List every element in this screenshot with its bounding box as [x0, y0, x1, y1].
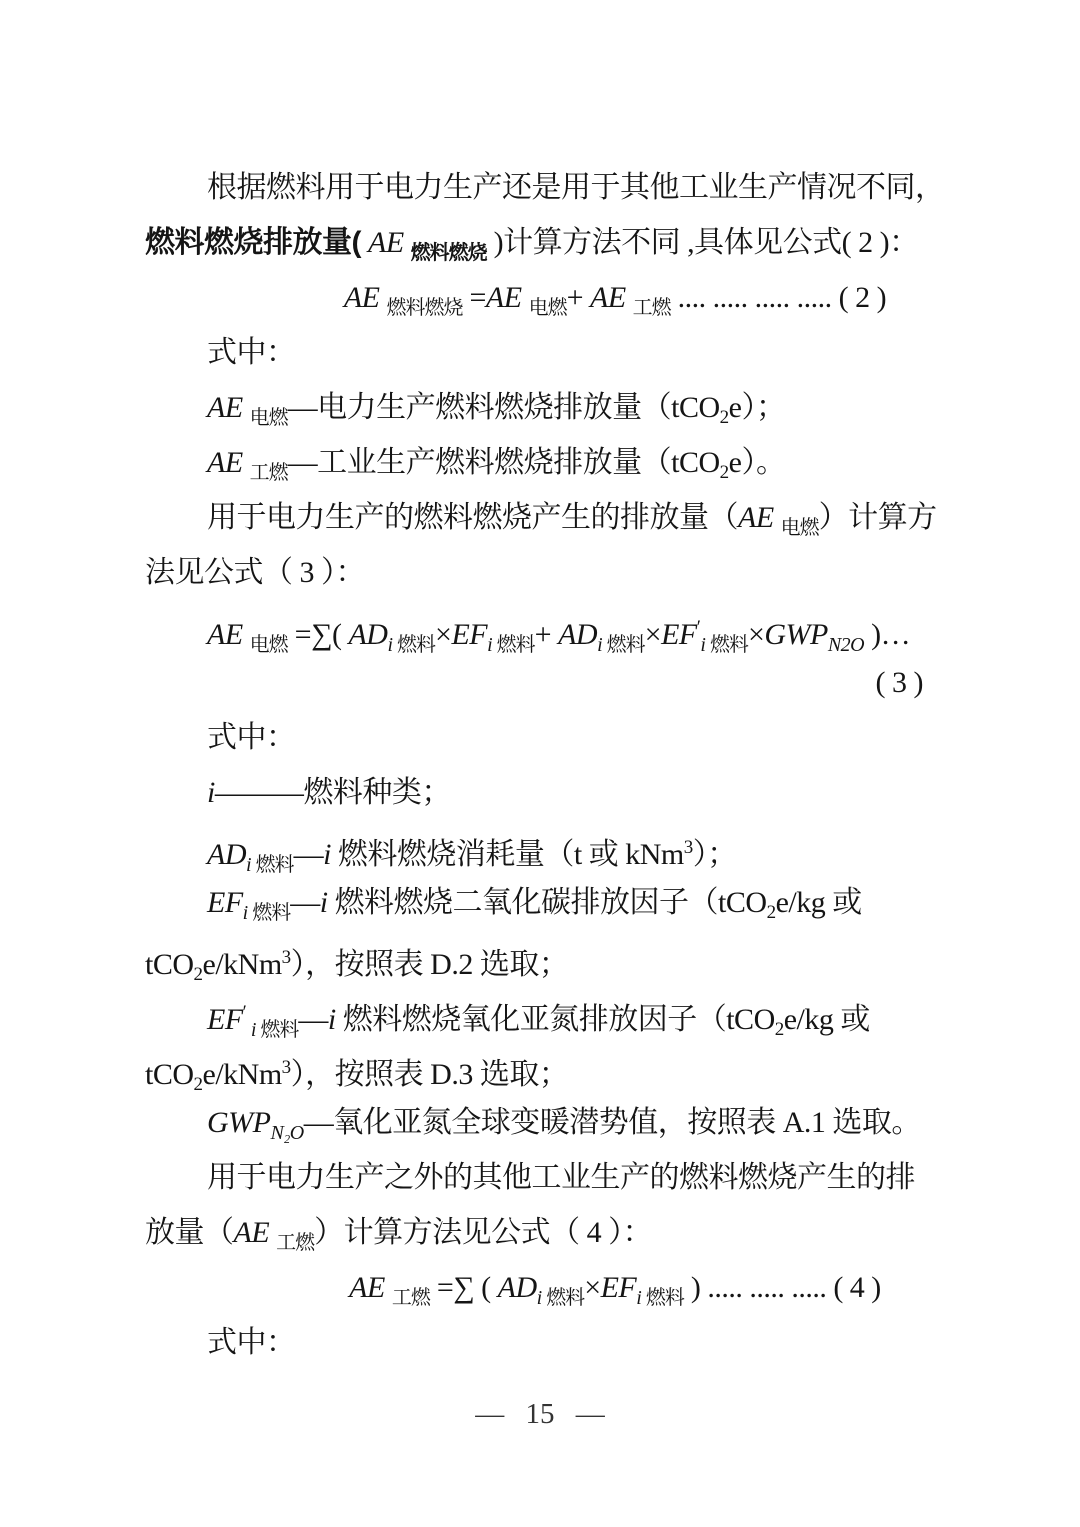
- para3-line2: 放量（AE $_{工燃}$）计算方法见公式（ 4 ）：: [145, 1216, 653, 1254]
- def-ad: $AD_i$ $_{燃料}$—i 燃料燃烧消耗量（t 或 kNm$^3$）；: [207, 837, 737, 876]
- page-number: — 15 —: [475, 1398, 605, 1430]
- formula-3-legend-label: 式中：: [207, 721, 296, 754]
- formula-3-number: ( 3 ): [875, 666, 923, 699]
- para1-line2: 燃料燃烧排放量( AE $_{燃料燃烧}$ )计算方法不同 ,具体见公式( 2 )：: [145, 226, 919, 264]
- def-ef-prime-line2: tCO$_2$e/kNm$^3$），按照表 D.3 选取；: [145, 1057, 569, 1095]
- def-ae-gongran: AE $_{工燃}$—工业生产燃料燃烧排放量（tCO$_2$e）。: [207, 446, 786, 484]
- para1-line1: 根据燃料用于电力生产还是用于其他工业生产情况不同，: [207, 171, 945, 204]
- formula-3: AE $_{电燃}$ =∑( $AD_i$ $_{燃料}\times EF_i$ $_{燃料}+ AD_i$ $_{燃料}\times EF'_i$ $_{燃料}\times GWP_{N2O}$ )…: [207, 617, 911, 656]
- formula-4: AE $_{工燃}$ =∑ ( $AD_i$ $_{燃料}\times EF_i$ $_{燃料}$ ) ..... ..... ..... ( 4 ): [349, 1271, 881, 1309]
- formula-4-legend-label: 式中：: [207, 1326, 296, 1359]
- def-ef-line1: $EF_i$ $_{燃料}$—i 燃料燃烧二氧化碳排放因子（tCO$_2$e/kg 或: [207, 886, 862, 924]
- def-ef-line2: tCO$_2$e/kNm$^3$），按照表 D.2 选取；: [145, 947, 569, 985]
- def-gwp: $GWP_{N_2O}—$氧化亚氮全球变暖潜势值，按照表 A.1 选取。: [207, 1106, 921, 1144]
- para3-line1: 用于电力生产之外的其他工业生产的燃料燃烧产生的排: [207, 1161, 915, 1194]
- formula-2: AE $_{燃料燃烧}$ =AE $_{电燃}$+ AE $_{工燃}$ .... ..... ..... ..... ( 2 ): [343, 281, 887, 319]
- def-ef-prime-line1: EF′ $_i$ $_{燃料}$—i 燃料燃烧氧化亚氮排放因子（tCO$_2$e/kg 或: [207, 1002, 870, 1041]
- def-i: i———燃料种类；: [207, 776, 451, 809]
- para2-line1: 用于电力生产的燃料燃烧产生的排放量（AE $_{电燃}$）计算方: [207, 501, 937, 539]
- formula-2-legend-label: 式中：: [207, 336, 296, 369]
- document-lines: [145, 160, 945, 1370]
- def-ae-dianran: AE $_{电燃}$—电力生产燃料燃烧排放量（tCO$_2$e）；: [207, 391, 786, 429]
- para2-line2: 法见公式（ 3 ）：: [145, 556, 365, 589]
